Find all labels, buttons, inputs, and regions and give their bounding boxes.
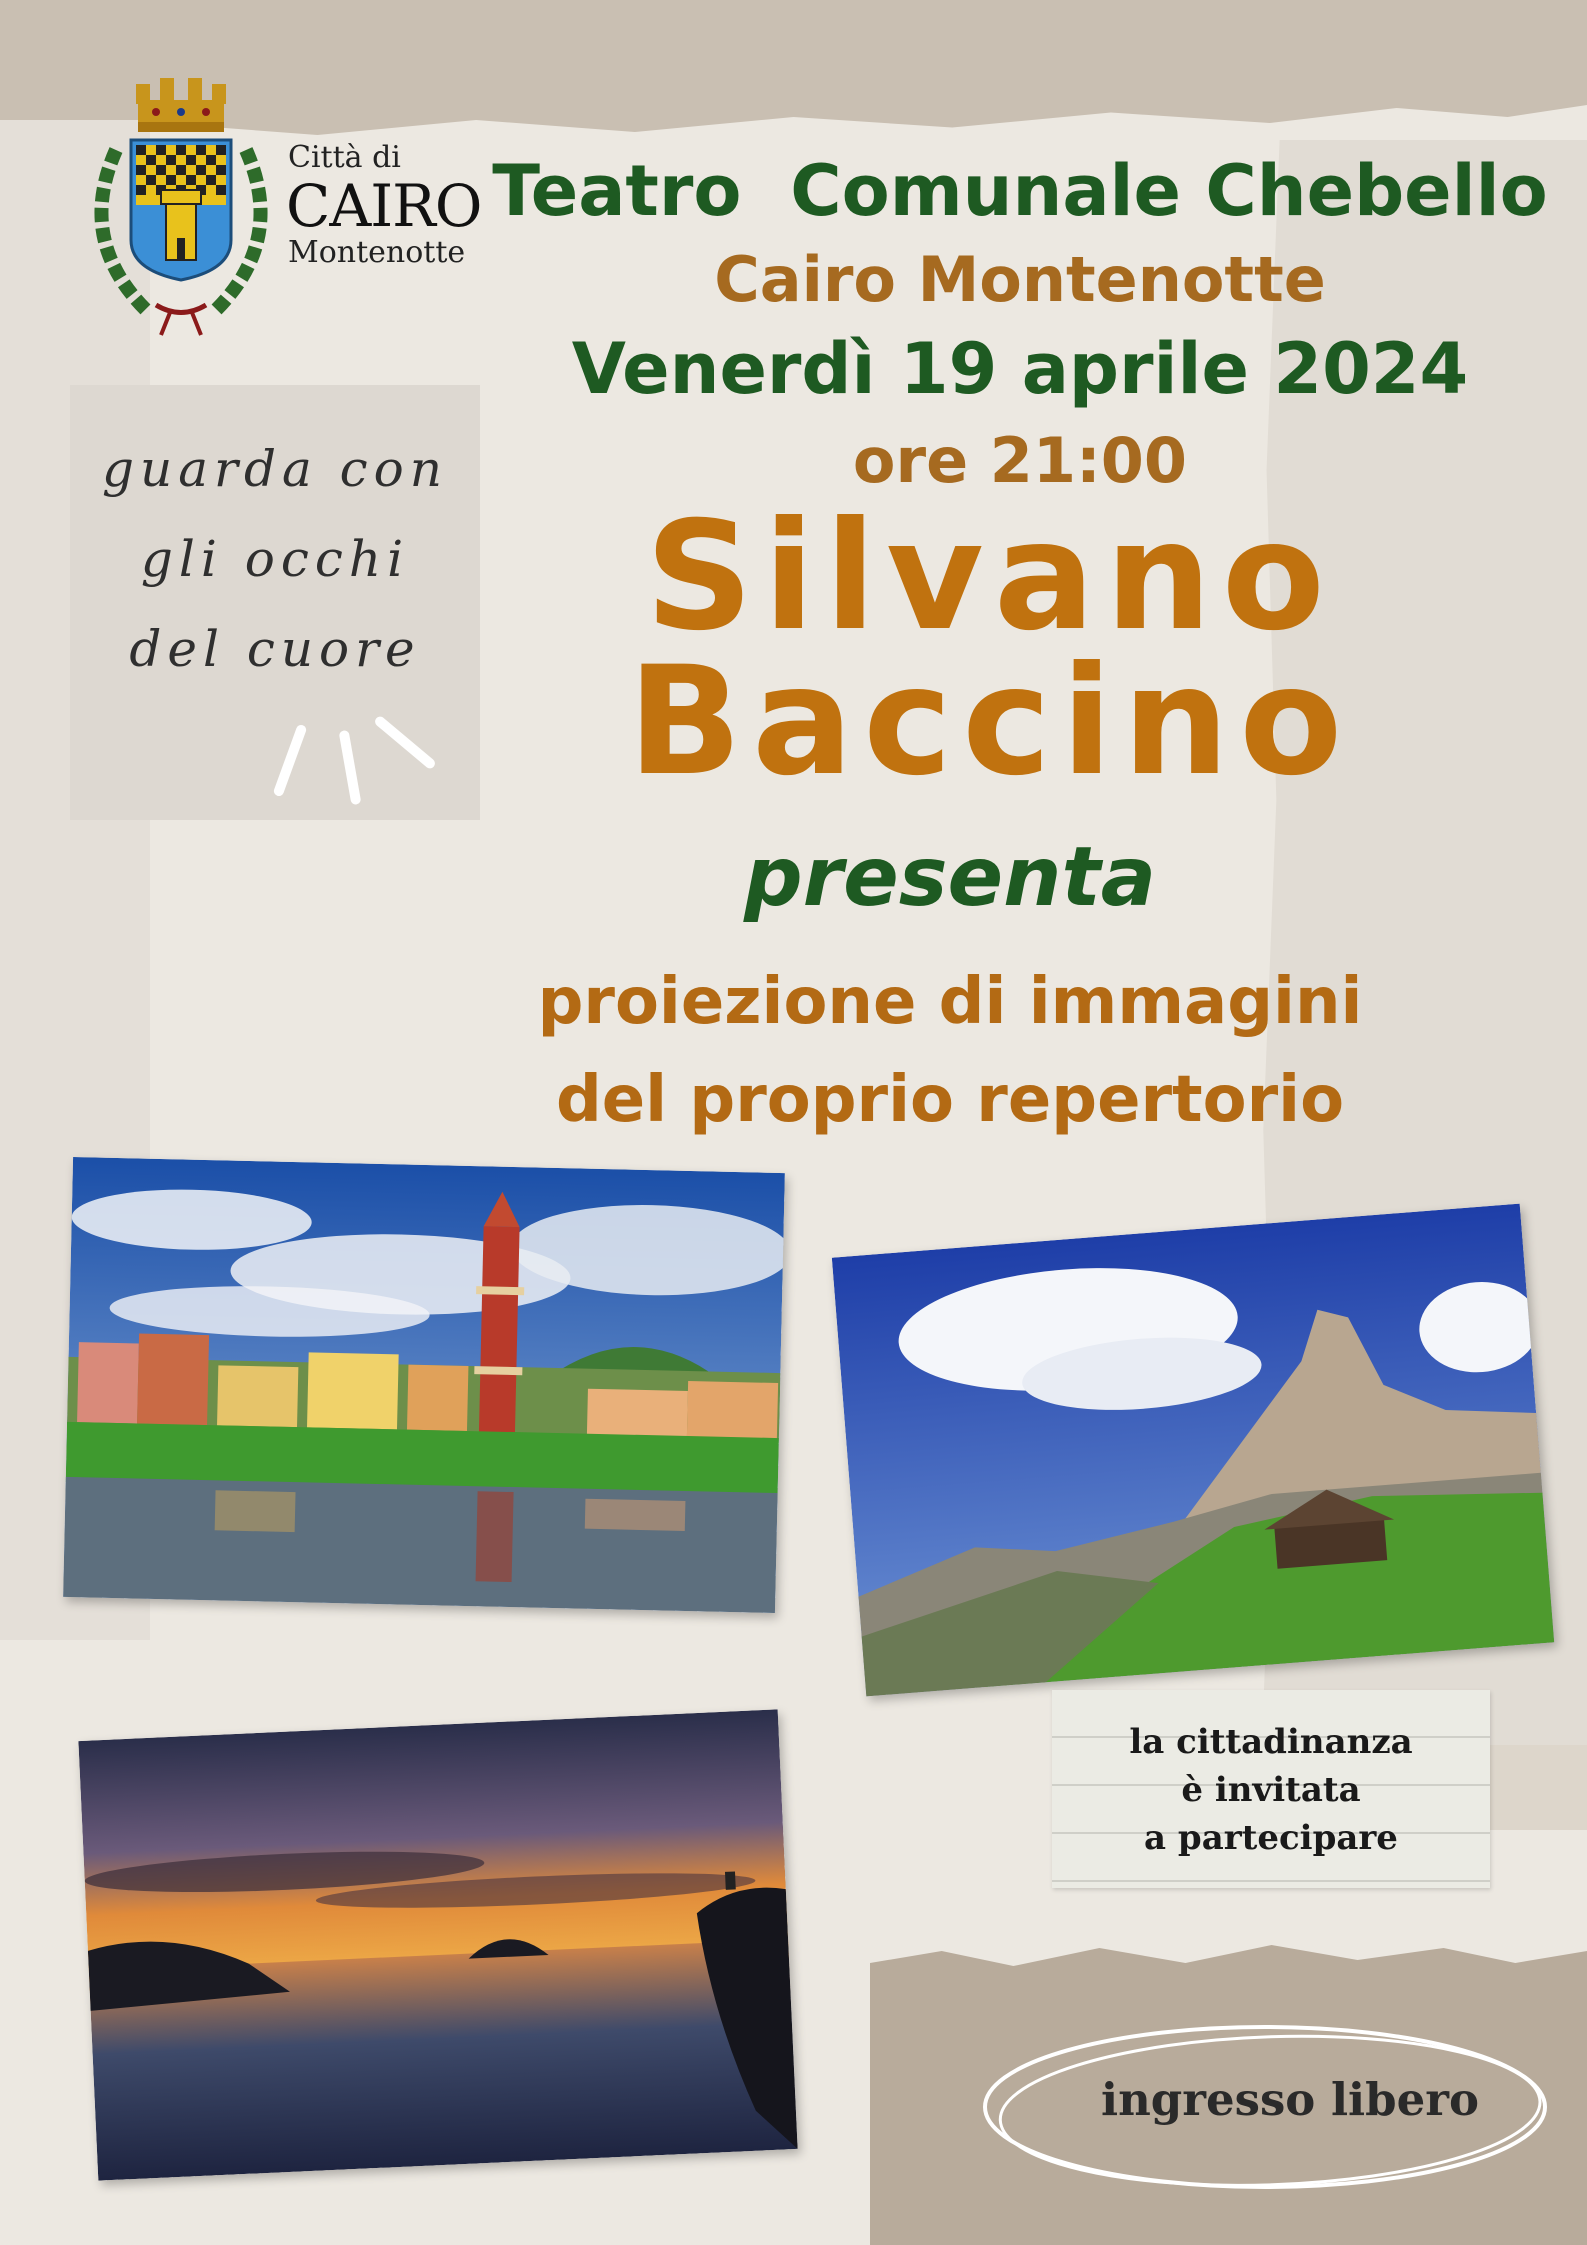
free-entry-label: ingresso libero xyxy=(1101,2073,1479,2126)
presenta-label: presenta xyxy=(743,830,1157,925)
logo-text-citta: Città di xyxy=(288,140,401,175)
note-line-2: gli occhi xyxy=(140,530,410,588)
note-line-1: guarda con xyxy=(102,440,448,498)
invitation-line-1: la cittadinanza xyxy=(1129,1722,1413,1762)
event-date: Venerdì 19 aprile 2024 xyxy=(571,328,1469,410)
invitation-card xyxy=(1052,1690,1490,1888)
city-name: Cairo Montenotte xyxy=(714,243,1326,316)
logo-text-montenotte: Montenotte xyxy=(288,235,466,270)
artist-last-name: Baccino xyxy=(627,635,1353,809)
note-line-3: del cuore xyxy=(129,620,421,678)
event-time: ore 21:00 xyxy=(852,424,1188,497)
photo-mountain-landscape xyxy=(832,1204,1554,1697)
ray-mark xyxy=(272,724,307,798)
theatre-name: Teatro Comunale Chebello xyxy=(492,150,1548,232)
description-line-1: proiezione di immagini xyxy=(537,965,1363,1039)
logo-text-cairo: CAIRO xyxy=(286,172,482,240)
coat-of-arms-logo xyxy=(76,70,286,340)
note-card xyxy=(70,385,480,820)
description-line-2: del proprio repertorio xyxy=(555,1063,1345,1137)
invitation-line-2: è invitata xyxy=(1181,1770,1361,1810)
invitation-line-3: a partecipare xyxy=(1144,1818,1398,1858)
ray-mark xyxy=(339,730,362,806)
ray-mark xyxy=(373,715,437,771)
paper-strip xyxy=(1480,1745,1587,1830)
photo-town-bell-tower xyxy=(63,1157,785,1613)
artist-first-name: Silvano xyxy=(645,490,1335,664)
photo-sunset-sea xyxy=(78,1709,797,2180)
